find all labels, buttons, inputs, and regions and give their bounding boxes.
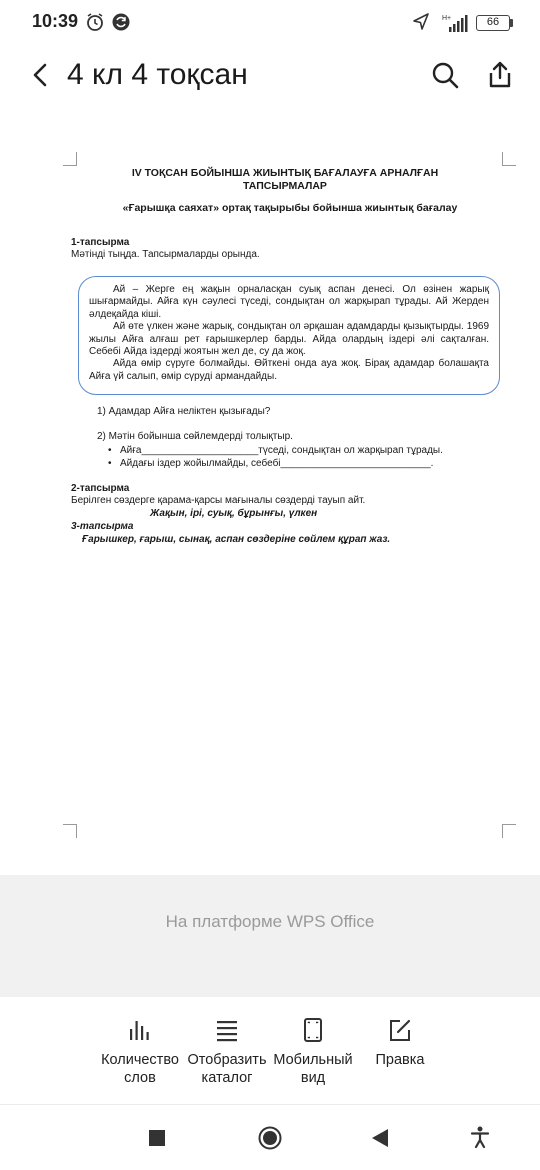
page-corner-mark (63, 152, 77, 166)
app-header (0, 46, 540, 110)
catalog-label-2: каталог (201, 1070, 253, 1086)
page-corner-mark (63, 824, 77, 838)
question-1: 1) Адамдар Айға неліктен қызығады? (97, 406, 271, 417)
list-icon (214, 1017, 240, 1043)
alarm-icon (85, 12, 105, 32)
bullet-2: • Айдағы іздер жойылмайды, себебі___________________________. (120, 458, 433, 469)
page-corner-mark (502, 824, 516, 838)
search-icon[interactable] (430, 60, 460, 90)
mobile-view-icon (300, 1017, 326, 1043)
task3-text: Ғарышкер, ғарыш, сынақ, аспан сөздеріне сөйлем құрап жаз. (82, 534, 391, 545)
mobile-view-label-1: Мобильный (273, 1052, 353, 1068)
back-arrow-icon[interactable] (26, 60, 56, 90)
word-count-button[interactable] (95, 1017, 185, 1087)
document-title: 4 кл 4 тоқсан (67, 58, 248, 91)
bullet-1: • Айға_____________________түседі, сондықтан ол жарқырап тұрады. (120, 445, 443, 456)
task2-text: Берілген сөздерге қарама-қарсы мағыналы сөздерді тауып айт. (71, 495, 366, 506)
status-time: 10:39 (32, 11, 79, 31)
heading-line-1: IV ТОҚСАН БОЙЫНША ЖИЫНТЫҚ БАҒАЛАУҒА АРНАЛҒАН (131, 167, 439, 179)
mobile-view-button[interactable] (268, 1017, 358, 1087)
accessibility-icon[interactable] (470, 1126, 490, 1148)
question-2: 2) Мәтін бойынша сөйлемдерді толықтыр. (97, 431, 293, 442)
home-circle-icon[interactable] (258, 1126, 282, 1150)
document-page[interactable] (0, 140, 540, 875)
word-count-label-2: слов (124, 1070, 156, 1086)
bar-chart-icon (127, 1017, 153, 1043)
network-label: H+ (442, 15, 452, 22)
battery-cap (510, 19, 513, 27)
edit-icon (387, 1017, 413, 1043)
recents-square-icon[interactable] (149, 1130, 165, 1146)
battery-icon (476, 15, 510, 31)
back-triangle-icon[interactable] (371, 1128, 389, 1148)
system-nav-bar (0, 1106, 540, 1170)
platform-text: На платформе WPS Office (165, 912, 375, 931)
signal-icon (440, 12, 470, 34)
show-catalog-button[interactable] (182, 1017, 272, 1087)
task3-title: 3-тапсырма (71, 521, 134, 532)
catalog-label-1: Отобразить (187, 1052, 267, 1068)
passage-paragraph-2: Ай өте үлкен және жарық, сондықтан ол әрқашан адамдарды қызықтырды. 1969 жылы Айға алғаш рет ғарышкерлер барды. Айда олардың іздері әлі сақталған. Себебі Айда іздерді жоятын жел де, су да жоқ. (89, 321, 489, 358)
edit-label: Правка (375, 1052, 425, 1068)
page-corner-mark (502, 152, 516, 166)
document-heading (110, 167, 460, 193)
word-count-label-1: Количество (101, 1052, 179, 1068)
mobile-view-label-2: вид (300, 1070, 326, 1086)
battery-level: 66 (486, 16, 500, 28)
bottom-toolbar (0, 997, 540, 1105)
passage-paragraph-1: Ай – Жерге ең жақын орналасқан суық аспан денесі. Ол өзінен жарық шығармайды. Айға күн сәулесі түседі, сондықтан ол жарқырап тұрады. Ай Жерден әлдеқайда кіші. (89, 284, 489, 320)
task2-words: Жақын, ірі, суық, бұрынғы, үлкен (150, 508, 318, 519)
passage-paragraph-3: Айда өмір сүруге болмайды. Өйткені онда ауа жоқ. Бірақ адамдар болашақта Айға үй салып, өмір сүруді армандайды. (89, 358, 489, 382)
document-subheading: «Ғарышқа саяхат» ортақ тақырыбы бойынша жиынтық бағалау (122, 202, 458, 214)
platform-banner (0, 875, 540, 997)
task1-title: 1-тапсырма (71, 237, 130, 248)
share-icon[interactable] (485, 60, 515, 90)
task1-instruction: Мәтінді тыңда. Тапсырмаларды орында. (71, 249, 260, 260)
task2-title: 2-тапсырма (71, 483, 130, 494)
edit-button[interactable] (355, 1017, 445, 1069)
passage-box (78, 276, 500, 395)
status-bar (0, 0, 540, 46)
location-icon (412, 12, 430, 32)
sync-icon (111, 12, 131, 32)
heading-line-2: ТАПСЫРМАЛАР (243, 180, 327, 192)
